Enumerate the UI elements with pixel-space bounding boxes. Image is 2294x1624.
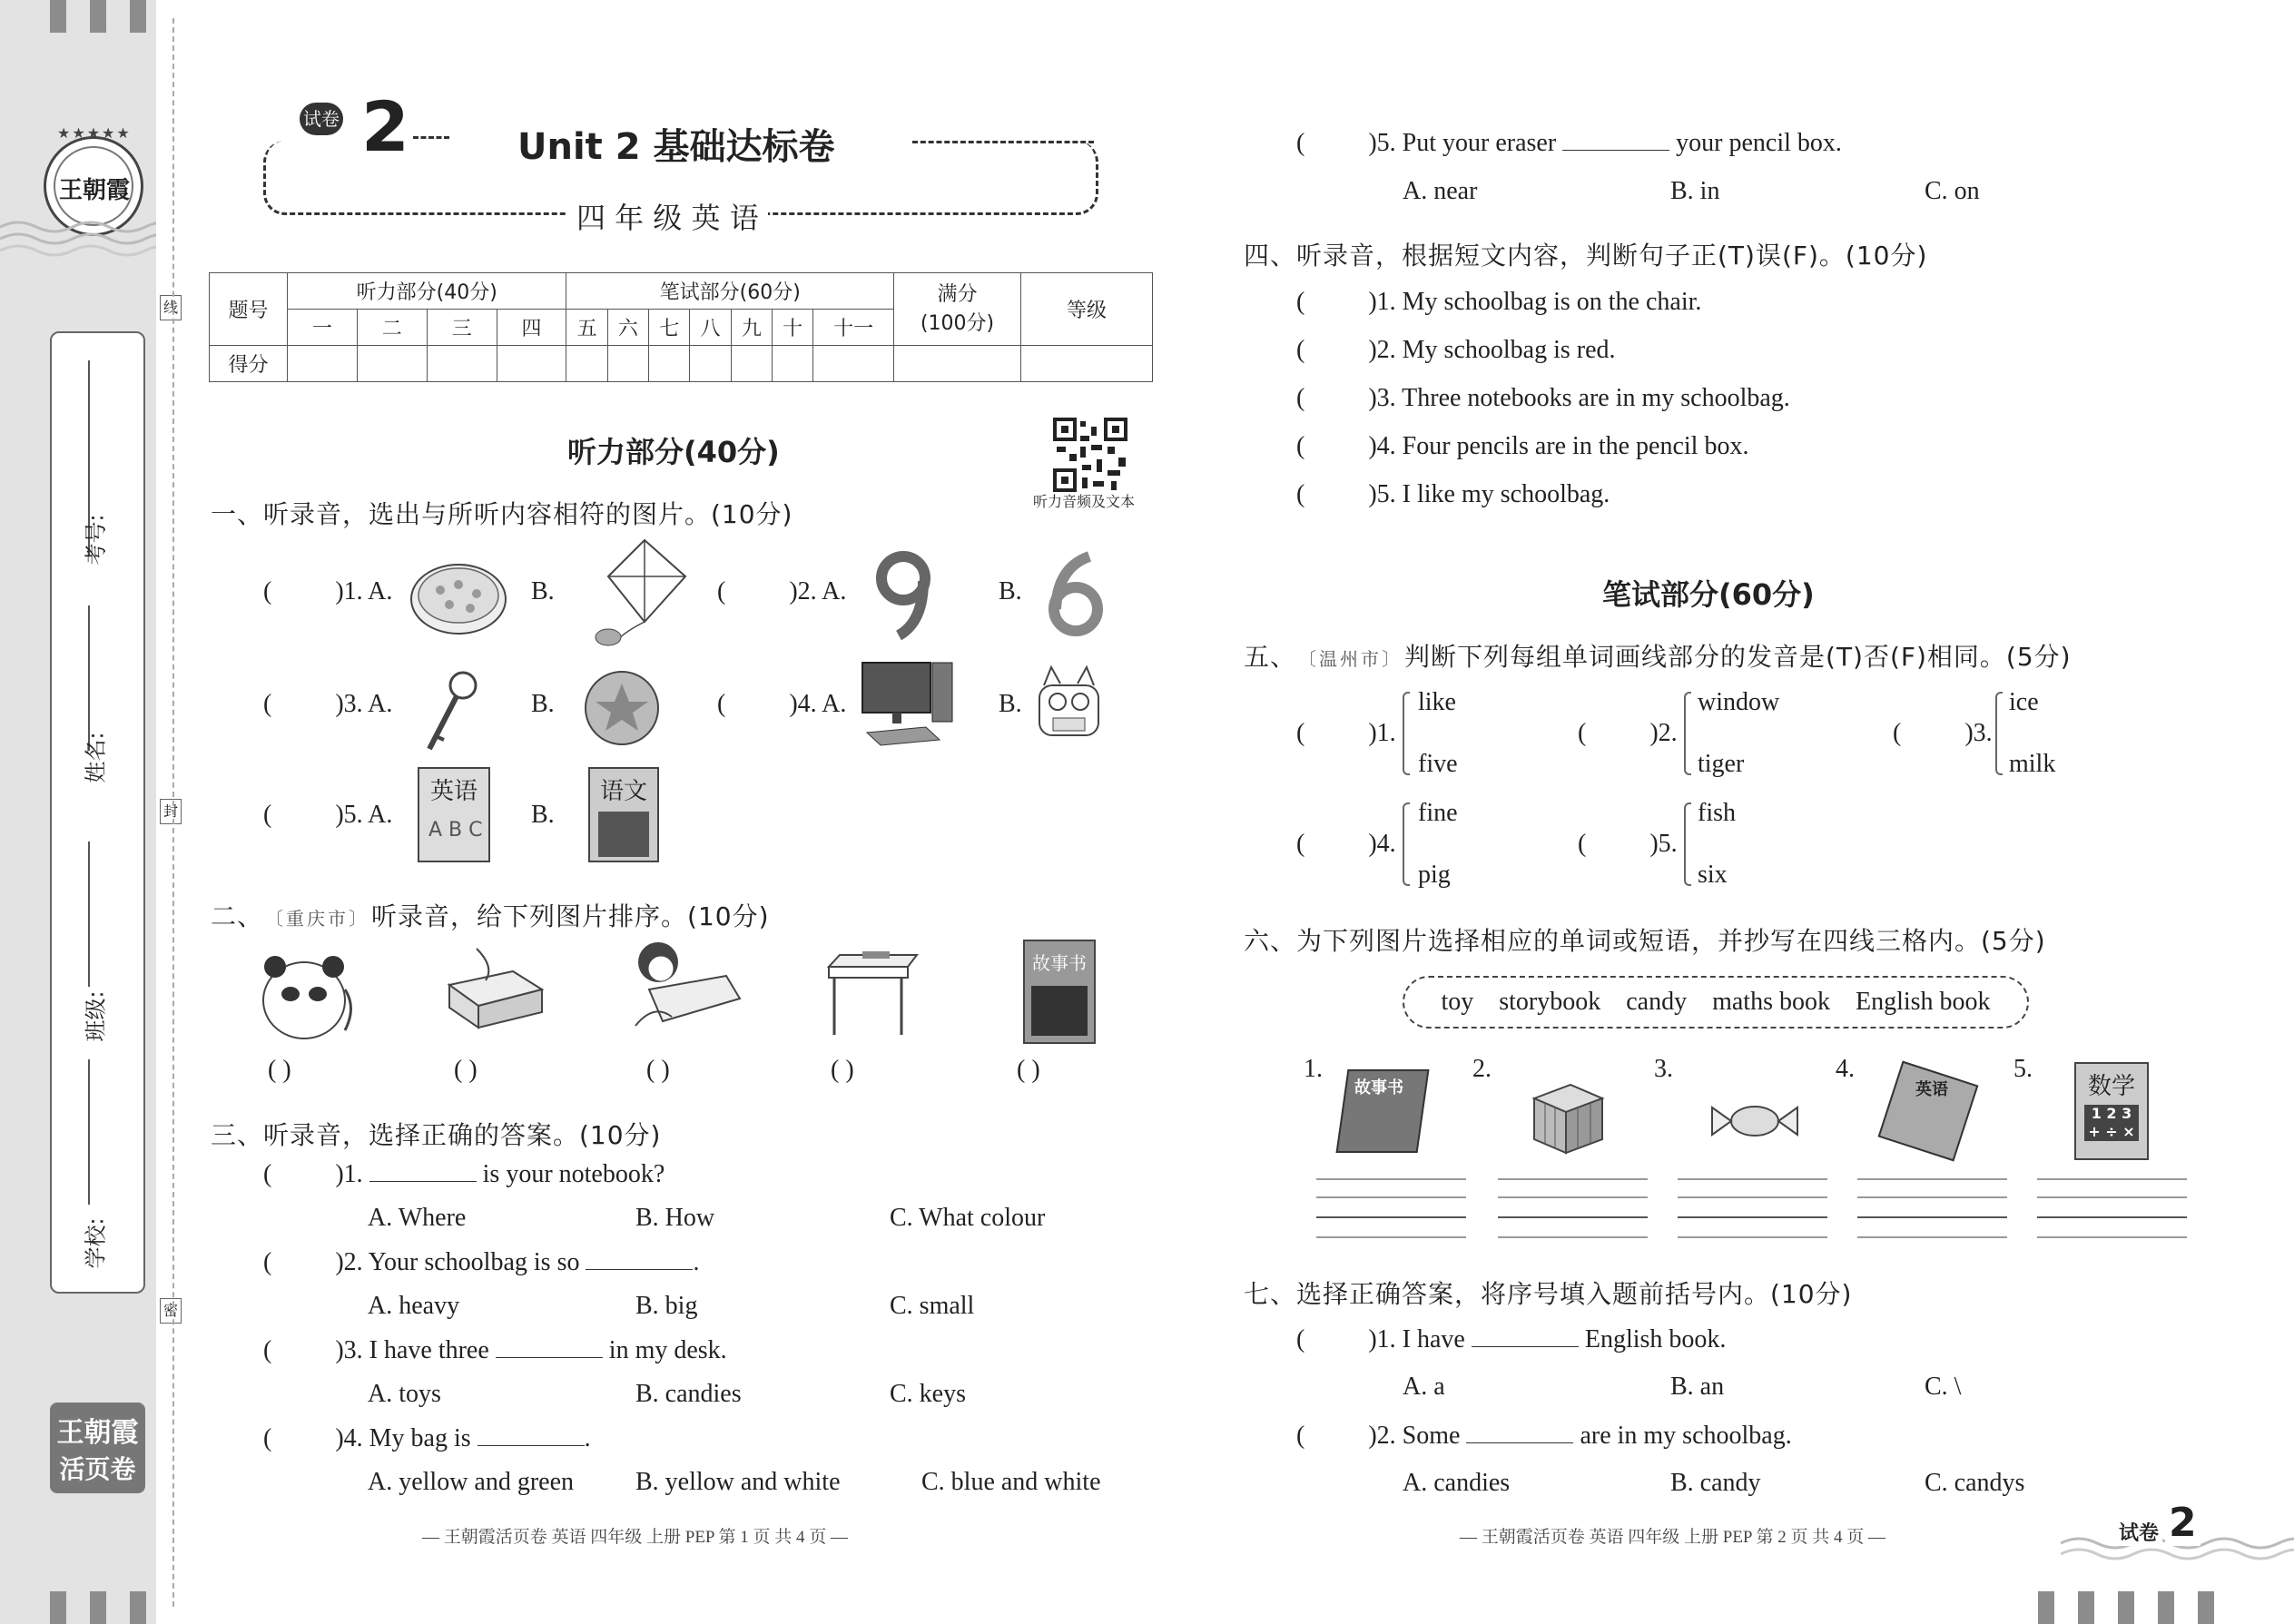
s5-item-4: ( )4. [1296, 830, 1396, 858]
s5-item-1: ( )1. [1296, 719, 1396, 747]
s5-word-ice: ice [2009, 688, 2039, 716]
score-table-header-full: 满分 (100分) [894, 273, 1021, 346]
english-book-image[interactable] [418, 767, 490, 862]
s5-word-milk: milk [2009, 750, 2056, 778]
s6-num-5: 5. [2013, 1055, 2033, 1083]
footer-left: — 王朝霞活页卷 英语 四年级 上册 PEP 第 1 页 共 4 页 — [422, 1528, 849, 1547]
wave-decoration [0, 213, 156, 259]
computer-icon[interactable] [858, 658, 958, 749]
fold-mark-xian: 线 [160, 295, 182, 320]
corner-number: 2 [2165, 1500, 2200, 1546]
s2-answer-5[interactable]: ( ) [1017, 1056, 1040, 1084]
fold-mark-mi: 密 [160, 1298, 182, 1324]
writing-grid-5[interactable] [2037, 1178, 2187, 1242]
number-nine-icon[interactable] [867, 549, 940, 640]
s1-title: 一、听录音，选出与所听内容相符的图片。(10分) [211, 499, 793, 529]
s6-english-cover: 英语 [1915, 1080, 1948, 1099]
s7-q1-option-b[interactable]: B. an [1670, 1373, 1725, 1401]
s4-item-5: ( )5. I like my schoolbag. [1296, 480, 1610, 508]
corner-badge: 试卷 [2115, 1518, 2162, 1546]
footer-right: — 王朝霞活页卷 英语 四年级 上册 PEP 第 2 页 共 4 页 — [1460, 1528, 1886, 1547]
s3-q3-option-a[interactable]: A. toys [368, 1380, 441, 1408]
fold-mark-feng: 封 [160, 799, 182, 824]
girl-reading-icon[interactable] [626, 940, 753, 1039]
s5-word-fish: fish [1698, 799, 1736, 827]
storybook-picture[interactable] [1334, 1062, 1434, 1157]
toy-cube-icon[interactable] [1525, 1076, 1607, 1157]
score-table-header-writing: 笔试部分(60分) [566, 273, 894, 310]
s3-q5-option-c[interactable]: C. on [1925, 177, 1980, 205]
s5-item-5: ( )5. [1578, 830, 1678, 858]
s6-num-4: 4. [1836, 1055, 1855, 1083]
qr-caption: 听力音频及文本 [1033, 493, 1136, 510]
chinese-book-label: 语文 [599, 778, 647, 805]
s3-q4-option-a[interactable]: A. yellow and green [368, 1468, 575, 1496]
s6-word-bank: toy storybook candy maths book English book [1403, 976, 2029, 1029]
exam-number-label: 考号: [83, 514, 109, 566]
s3-q4: ( )4. My bag is . [263, 1424, 591, 1452]
s6-num-1: 1. [1304, 1055, 1323, 1083]
s4-item-4: ( )4. Four pencils are in the pencil box. [1296, 432, 1749, 460]
s3-q2: ( )2. Your schoolbag is so . [263, 1248, 700, 1276]
s5-word-six: six [1698, 861, 1728, 889]
s6-storybook-cover: 故事书 [1354, 1078, 1403, 1097]
s7-q1-option-c[interactable]: C. \ [1925, 1373, 1962, 1401]
maths-book-picture[interactable] [2074, 1062, 2149, 1160]
s1-q2-b: B. [999, 577, 1022, 605]
qr-code-icon[interactable] [1053, 418, 1127, 492]
desk-icon[interactable] [822, 944, 921, 1039]
s7-title: 七、选择正确答案，将序号填入题前括号内。(10分) [1244, 1279, 1853, 1309]
s5-word-window: window [1698, 688, 1780, 716]
kite-icon[interactable] [581, 536, 690, 649]
score-row-label: 得分 [210, 346, 288, 382]
s5-word-tiger: tiger [1698, 750, 1745, 778]
s3-q4-option-b[interactable]: B. yellow and white [635, 1468, 841, 1496]
s6-math-cover: 数学 [2087, 1073, 2135, 1100]
s7-q2: ( )2. Some are in my schoolbag. [1296, 1422, 1792, 1450]
s4-item-3: ( )3. Three notebooks are in my schoolbag. [1296, 384, 1790, 412]
s5-item-3: ( )3. [1893, 719, 1993, 747]
pizza-icon[interactable] [409, 554, 508, 635]
s5-word-five: five [1418, 750, 1458, 778]
english-book-letters: A B C [428, 819, 483, 842]
s3-q1-option-b[interactable]: B. How [635, 1204, 715, 1232]
ball-icon[interactable] [581, 667, 663, 749]
s1-q4: ( )4. A. [717, 690, 847, 718]
bottom-logo-line1: 王朝霞 [56, 1417, 139, 1449]
s3-q2-option-c[interactable]: C. small [890, 1292, 975, 1320]
s3-q3: ( )3. I have three in my desk. [263, 1336, 727, 1364]
test-badge: 试卷 [300, 103, 343, 135]
s4-title: 四、听录音，根据短文内容，判断句子正(T)误(F)。(10分) [1244, 241, 1928, 271]
storybook-image[interactable] [1023, 940, 1096, 1044]
s7-q1: ( )1. I have English book. [1296, 1325, 1727, 1353]
s1-q1-b: B. [531, 577, 555, 605]
english-book-label: 英语 [429, 778, 478, 805]
writing-grid-4[interactable] [1857, 1178, 2007, 1242]
s5-word-like: like [1418, 688, 1456, 716]
number-six-icon[interactable] [1039, 549, 1112, 640]
logo-text: 王朝霞 [59, 177, 131, 203]
s3-title: 三、听录音，选择正确的答案。(10分) [211, 1120, 662, 1150]
score-table-header-tihao: 题号 [210, 273, 288, 346]
school-label: 学校: [83, 1217, 109, 1269]
bottom-logo-line2: 活页卷 [59, 1454, 136, 1484]
listening-title: 听力部分(40分) [567, 435, 780, 469]
s3-q5: ( )5. Put your eraser your pencil box. [1296, 129, 1842, 157]
chinese-book-image[interactable] [588, 767, 659, 862]
bottom-logo [50, 1403, 145, 1493]
s7-q2-option-c[interactable]: C. candys [1925, 1469, 2025, 1497]
student-info-box [50, 331, 145, 1294]
s2-answer-4[interactable]: ( ) [831, 1056, 854, 1084]
score-table-header-grade: 等级 [1021, 273, 1153, 346]
s3-q5-option-a[interactable]: A. near [1403, 177, 1478, 205]
s7-q2-option-a[interactable]: A. candies [1403, 1469, 1511, 1497]
s4-item-1: ( )1. My schoolbag is on the chair. [1296, 288, 1702, 316]
page-title: Unit 2 基础达标卷 [517, 126, 835, 168]
candy-icon[interactable] [1705, 1098, 1805, 1144]
s3-q3-option-c[interactable]: C. keys [890, 1380, 966, 1408]
s7-q2-option-b[interactable]: B. candy [1670, 1469, 1761, 1497]
s1-q1: ( )1. A. [263, 577, 393, 605]
s2-answer-2[interactable]: ( ) [454, 1056, 478, 1084]
s3-q1-option-c[interactable]: C. What colour [890, 1204, 1046, 1232]
s1-q4-b: B. [999, 690, 1022, 718]
s3-q2-option-a[interactable]: A. heavy [368, 1292, 460, 1320]
s4-item-2: ( )2. My schoolbag is red. [1296, 336, 1616, 364]
panda-schoolbag-icon[interactable] [259, 944, 359, 1044]
english-book-picture[interactable] [1879, 1062, 1984, 1157]
logo-stars: ★★★★★ [57, 124, 132, 142]
s6-math-nums: 1 2 3 [2091, 1105, 2132, 1122]
key-icon[interactable] [413, 667, 486, 758]
s5-title: 五、 〔温州市〕判断下列每组单词画线部分的发音是(T)否(F)相同。(5分) [1244, 642, 2072, 672]
s2-title: 二、 〔重庆市〕听录音，给下列图片排序。(10分) [211, 901, 770, 931]
class-label: 班级: [83, 990, 109, 1042]
s1-q3: ( )3. A. [263, 690, 393, 718]
s5-word-pig: pig [1418, 861, 1451, 889]
s2-answer-3[interactable]: ( ) [646, 1056, 670, 1084]
test-number: 2 [361, 86, 409, 167]
s6-num-2: 2. [1472, 1055, 1492, 1083]
robot-toy-icon[interactable] [1026, 658, 1112, 749]
name-label: 姓名: [83, 732, 109, 783]
cut-line [172, 18, 174, 1607]
s1-q2: ( )2. A. [717, 577, 847, 605]
page-subtitle: 四 年 级 英 语 [567, 195, 768, 237]
s1-q5: ( )5. A. [263, 801, 393, 829]
s3-q4-option-c[interactable]: C. blue and white [921, 1468, 1101, 1496]
s3-q1-option-a[interactable]: A. Where [368, 1204, 467, 1232]
score-table-header-listening: 听力部分(40分) [288, 273, 566, 310]
s1-q3-b: B. [531, 690, 555, 718]
s1-q5-b: B. [531, 801, 555, 829]
writing-grid-1[interactable] [1316, 1178, 1466, 1242]
s3-q5-option-b[interactable]: B. in [1670, 177, 1720, 205]
writing-grid-3[interactable] [1678, 1178, 1827, 1242]
candy-box-icon[interactable] [440, 944, 549, 1035]
score-table: 题号 听力部分(40分) 笔试部分(60分) 满分 (100分) 等级 一 二 三 四 五 六 七 八 九 十 十一 得分 [209, 272, 1153, 382]
s6-num-3: 3. [1654, 1055, 1673, 1083]
s3-q2-option-b[interactable]: B. big [635, 1292, 698, 1320]
writing-title: 笔试部分(60分) [1602, 577, 1815, 612]
s6-math-ops: + ÷ × [2088, 1123, 2135, 1140]
s3-q3-option-b[interactable]: B. candies [635, 1380, 742, 1408]
s7-q1-option-a[interactable]: A. a [1403, 1373, 1445, 1401]
storybook-cover-label: 故事书 [1032, 952, 1087, 974]
s6-title: 六、为下列图片选择相应的单词或短语，并抄写在四线三格内。(5分) [1244, 926, 2046, 956]
writing-grid-2[interactable] [1498, 1178, 1648, 1242]
s5-word-fine: fine [1418, 799, 1458, 827]
s2-answer-1[interactable]: ( ) [268, 1056, 291, 1084]
s5-item-2: ( )2. [1578, 719, 1678, 747]
s3-q1: ( )1. is your notebook? [263, 1160, 665, 1188]
